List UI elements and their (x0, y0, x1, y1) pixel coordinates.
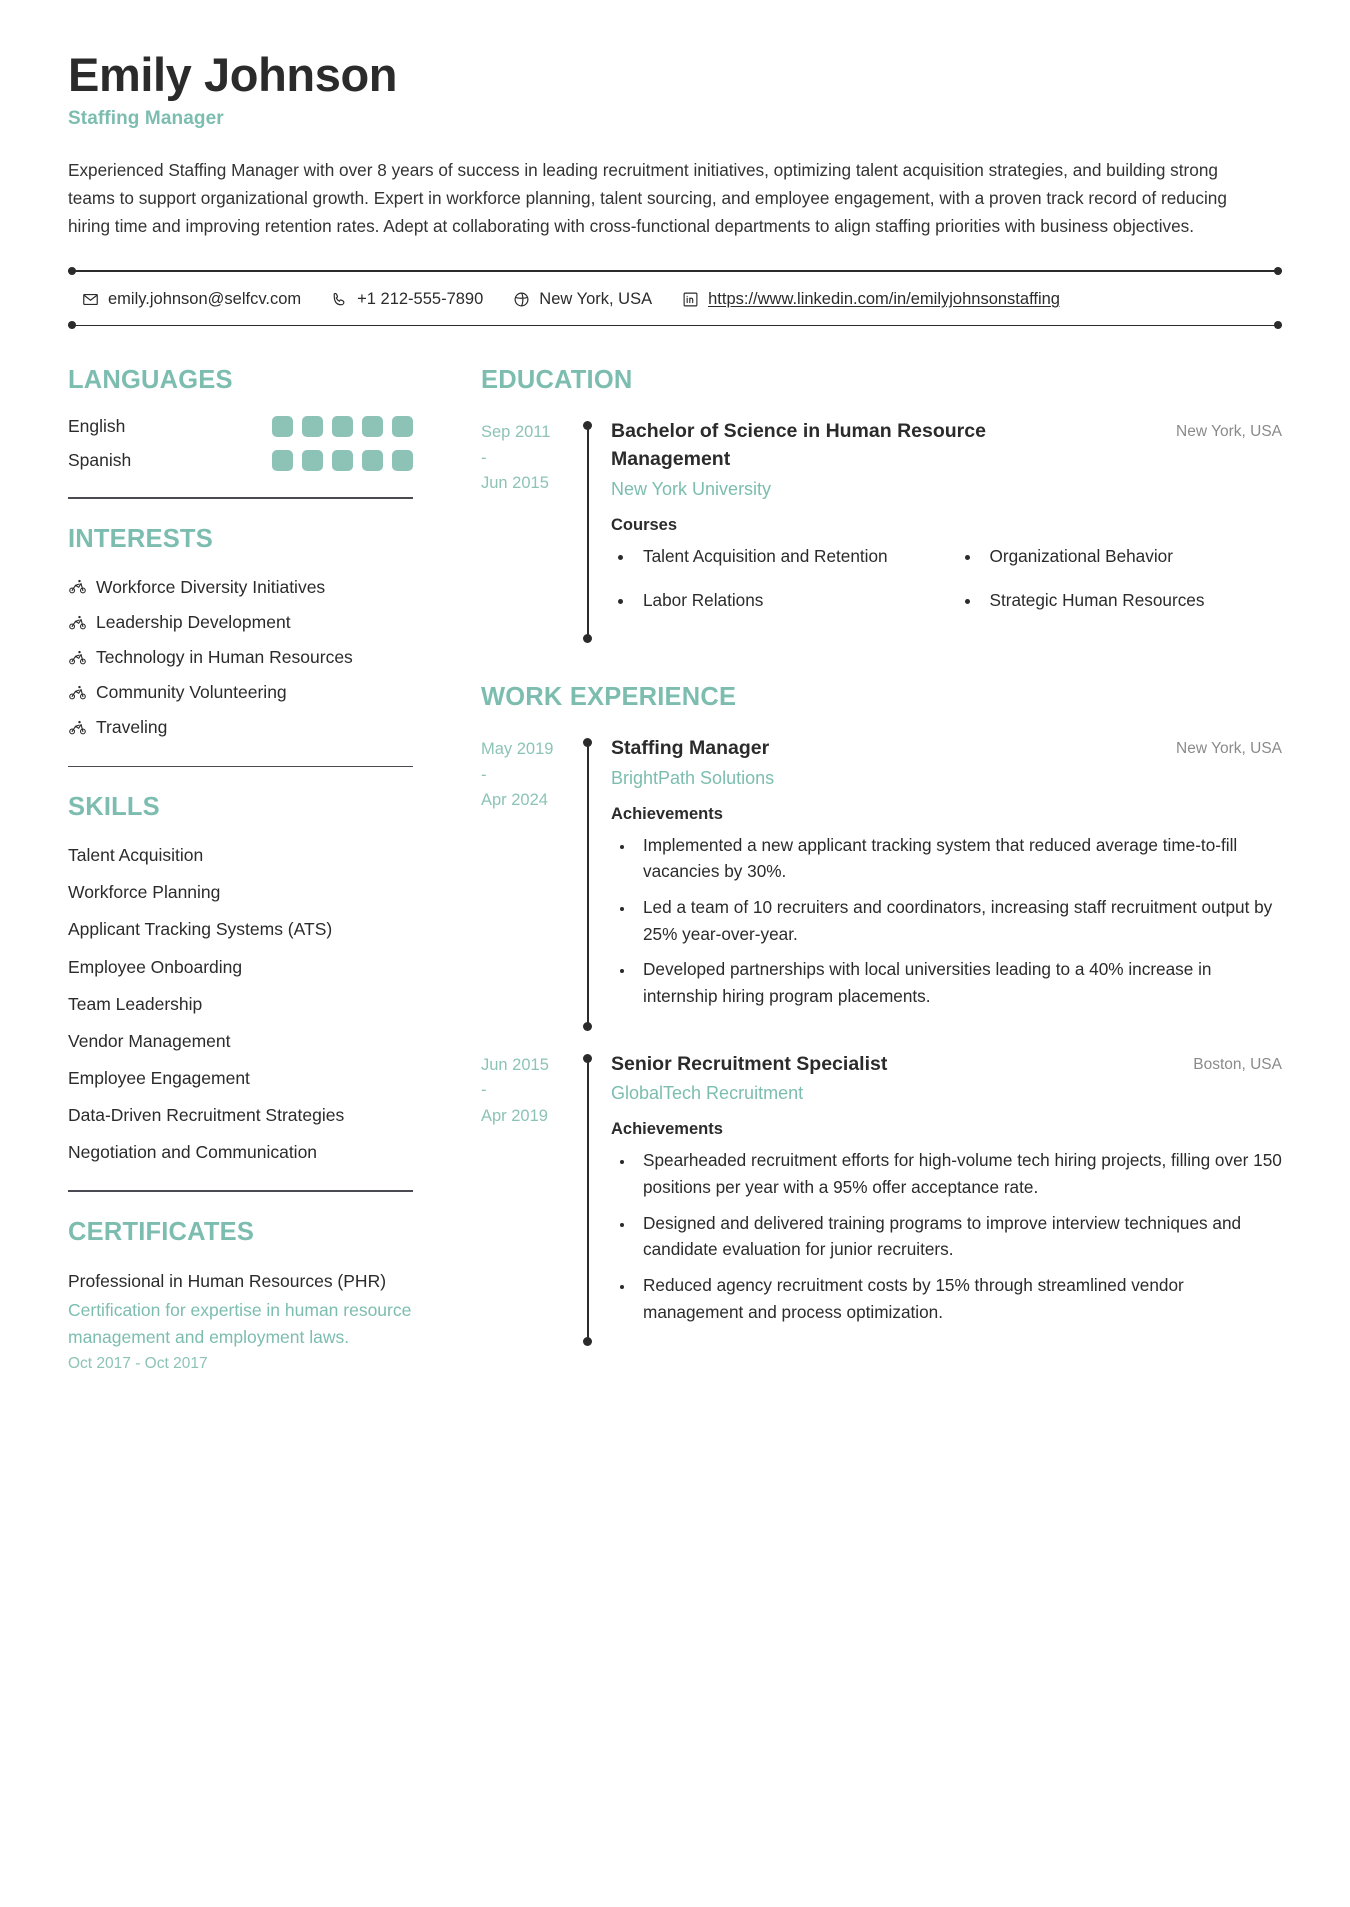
school-name: New York University (611, 478, 772, 499)
contact-bar (68, 270, 1282, 326)
timeline-axis (581, 735, 597, 1027)
entry-location: New York, USA (1176, 739, 1282, 757)
level-square (332, 450, 353, 471)
list-item: Applicant Tracking Systems (ATS) (68, 919, 333, 940)
section-skills (68, 793, 413, 1164)
entry-end-date: Jun 2015 (481, 474, 549, 493)
course-item: • Strategic Human Resources (982, 587, 1283, 613)
interest-label: Workforce Diversity Initiatives (96, 576, 326, 597)
work-entry (481, 735, 1282, 1027)
bicycle-icon (68, 577, 87, 596)
achievement-item: • Led a team of 10 recruiters and coordinators, increasing staff recruitment output by 25% year-over-year. (635, 894, 1282, 947)
bicycle-icon (68, 613, 87, 632)
language-level-meter (272, 450, 413, 471)
courses-label: Courses (611, 515, 678, 534)
position-title: Senior Recruitment Specialist (611, 1052, 888, 1075)
page-title: Emily Johnson (68, 48, 398, 101)
achievements-list (611, 832, 1282, 1010)
sidebar-divider (68, 1190, 413, 1192)
achievement-item: • Spearheaded recruitment efforts for high-volume tech hiring projects, filling over 150 positions per year with a 95% offer acceptance rate. (635, 1147, 1282, 1200)
list-item: Team Leadership (68, 993, 203, 1014)
section-certificates (68, 1218, 413, 1373)
list-item (68, 645, 413, 669)
list-item: Talent Acquisition (68, 845, 204, 866)
section-title-interests: INTERESTS (68, 524, 213, 553)
level-square (362, 450, 383, 471)
sidebar (68, 366, 413, 1373)
achievement-item: • Implemented a new applicant tracking system that reduced average time-to-fill vacancies by 30%. (635, 832, 1282, 885)
entry-date-dash: - (481, 765, 487, 784)
section-title-work-experience: WORK EXPERIENCE (481, 682, 737, 711)
contact-linkedin-link[interactable]: https://www.linkedin.com/in/emilyjohnsonstaffing (708, 290, 1060, 309)
interests-list (68, 575, 413, 740)
level-square (392, 450, 413, 471)
certificate-description: Certification for expertise in human resource management and employment laws. (68, 1300, 412, 1348)
entry-date-dash: - (481, 1081, 487, 1100)
main-content (413, 366, 1282, 1342)
achievements-label: Achievements (611, 1120, 723, 1139)
certificate-date: Oct 2017 - Oct 2017 (68, 1355, 208, 1373)
degree-title: Bachelor of Science in Human Resource Management (611, 420, 986, 470)
section-interests (68, 525, 413, 740)
envelope-icon (82, 291, 99, 308)
entry-body (597, 735, 1282, 1027)
entry-location: Boston, USA (1193, 1055, 1282, 1073)
level-square (392, 416, 413, 437)
contact-location-text: New York, USA (539, 290, 653, 309)
language-level-meter (272, 416, 413, 437)
level-square (362, 416, 383, 437)
contact-email-text: emily.johnson@selfcv.com (108, 290, 302, 309)
certificate-name: Professional in Human Resources (PHR) (68, 1271, 387, 1292)
contact-linkedin[interactable] (682, 290, 1060, 309)
company-name: GlobalTech Recruitment (611, 1083, 804, 1104)
level-square (272, 416, 293, 437)
globe-pin-icon (513, 291, 530, 308)
bicycle-icon (68, 718, 87, 737)
timeline-dot-end (583, 1022, 592, 1031)
company-name: BrightPath Solutions (611, 767, 775, 788)
course-item: • Talent Acquisition and Retention (635, 543, 936, 569)
bicycle-icon (68, 683, 87, 702)
timeline-line (587, 742, 589, 1027)
list-item: Data-Driven Recruitment Strategies (68, 1105, 345, 1126)
education-entry (481, 418, 1282, 639)
language-name: Spanish (68, 450, 132, 471)
list-item (68, 575, 413, 599)
entry-dates (481, 735, 581, 1027)
achievement-item: • Developed partnerships with local universities leading to a 40% increase in internship hiring program placements. (635, 956, 1282, 1009)
entry-end-date: Apr 2024 (481, 791, 548, 810)
contact-rule-bottom (68, 325, 1282, 327)
contact-location (513, 290, 652, 309)
interest-label: Leadership Development (96, 611, 291, 632)
contact-rule-top (68, 270, 1282, 272)
timeline-dot-end (583, 1337, 592, 1346)
timeline-line (587, 1058, 589, 1343)
entry-start-date: Jun 2015 (481, 1055, 549, 1074)
interest-label: Traveling (96, 717, 168, 738)
entry-body (597, 418, 1282, 639)
list-item: Employee Engagement (68, 1068, 250, 1089)
entry-start-date: May 2019 (481, 739, 554, 758)
contact-email[interactable] (82, 290, 301, 309)
entry-date-dash: - (481, 448, 487, 467)
section-education (481, 366, 1282, 639)
level-square (302, 450, 323, 471)
resume-header (68, 48, 1282, 240)
achievement-item: • Designed and delivered training programs to improve interview techniques and candidate evaluation for junior recruiters. (635, 1210, 1282, 1263)
interest-label: Community Volunteering (96, 682, 287, 703)
entry-body (597, 1051, 1282, 1343)
languages-list (68, 416, 413, 471)
list-item: Vendor Management (68, 1030, 231, 1051)
section-languages (68, 366, 413, 471)
section-spacer (481, 639, 1282, 683)
course-item: • Organizational Behavior (982, 543, 1283, 569)
list-item (68, 416, 413, 437)
level-square (332, 416, 353, 437)
entry-start-date: Sep 2011 (481, 423, 551, 442)
phone-icon (331, 291, 348, 308)
section-title-education: EDUCATION (481, 366, 633, 395)
courses-grid (611, 543, 1282, 631)
skills-list (68, 843, 413, 1164)
sidebar-divider (68, 766, 413, 768)
course-item: • Labor Relations (635, 587, 936, 613)
entry-dates (481, 418, 581, 639)
section-title-languages: LANGUAGES (68, 366, 233, 395)
entry-dates (481, 1051, 581, 1343)
level-square (272, 450, 293, 471)
entry-location: New York, USA (1176, 423, 1282, 441)
timeline-axis (581, 1051, 597, 1343)
timeline-axis (581, 418, 597, 639)
section-title-certificates: CERTIFICATES (68, 1218, 255, 1247)
list-item: Employee Onboarding (68, 956, 243, 977)
list-item: Workforce Planning (68, 882, 221, 903)
entry-end-date: Apr 2019 (481, 1106, 548, 1125)
list-item: Negotiation and Communication (68, 1142, 318, 1163)
achievement-item: • Reduced agency recruitment costs by 15% through streamlined vendor management and process optimization. (635, 1272, 1282, 1325)
list-item (68, 715, 413, 739)
contact-phone[interactable] (331, 290, 483, 309)
interest-label: Technology in Human Resources (96, 647, 353, 668)
achievements-list (611, 1147, 1282, 1325)
list-item (68, 610, 413, 634)
language-name: English (68, 416, 126, 437)
work-entry (481, 1051, 1282, 1343)
section-title-skills: SKILLS (68, 793, 160, 822)
professional-summary: Experienced Staffing Manager with over 8 years of success in leading recruitment initiatives, optimizing talent acquisition strategies, and building strong teams to support organizational growth. Expert in workforce planning, talent sourcing, and employee engagement, with a proven track record of reducing hiring time and improving retention rates. Adept at collaborating with cross-functional departments to align staffing priorities with business objectives. (68, 160, 1227, 237)
achievements-label: Achievements (611, 804, 723, 823)
bicycle-icon (68, 648, 87, 667)
job-title: Staffing Manager (68, 108, 224, 130)
linkedin-icon (682, 291, 699, 308)
contact-phone-text: +1 212-555-7890 (357, 290, 484, 309)
section-work-experience (481, 683, 1282, 1342)
timeline-line (587, 425, 589, 639)
list-item (68, 680, 413, 704)
position-title: Staffing Manager (611, 736, 770, 759)
list-item (68, 450, 413, 471)
certificate-item (68, 1268, 413, 1373)
sidebar-divider (68, 497, 413, 499)
level-square (302, 416, 323, 437)
